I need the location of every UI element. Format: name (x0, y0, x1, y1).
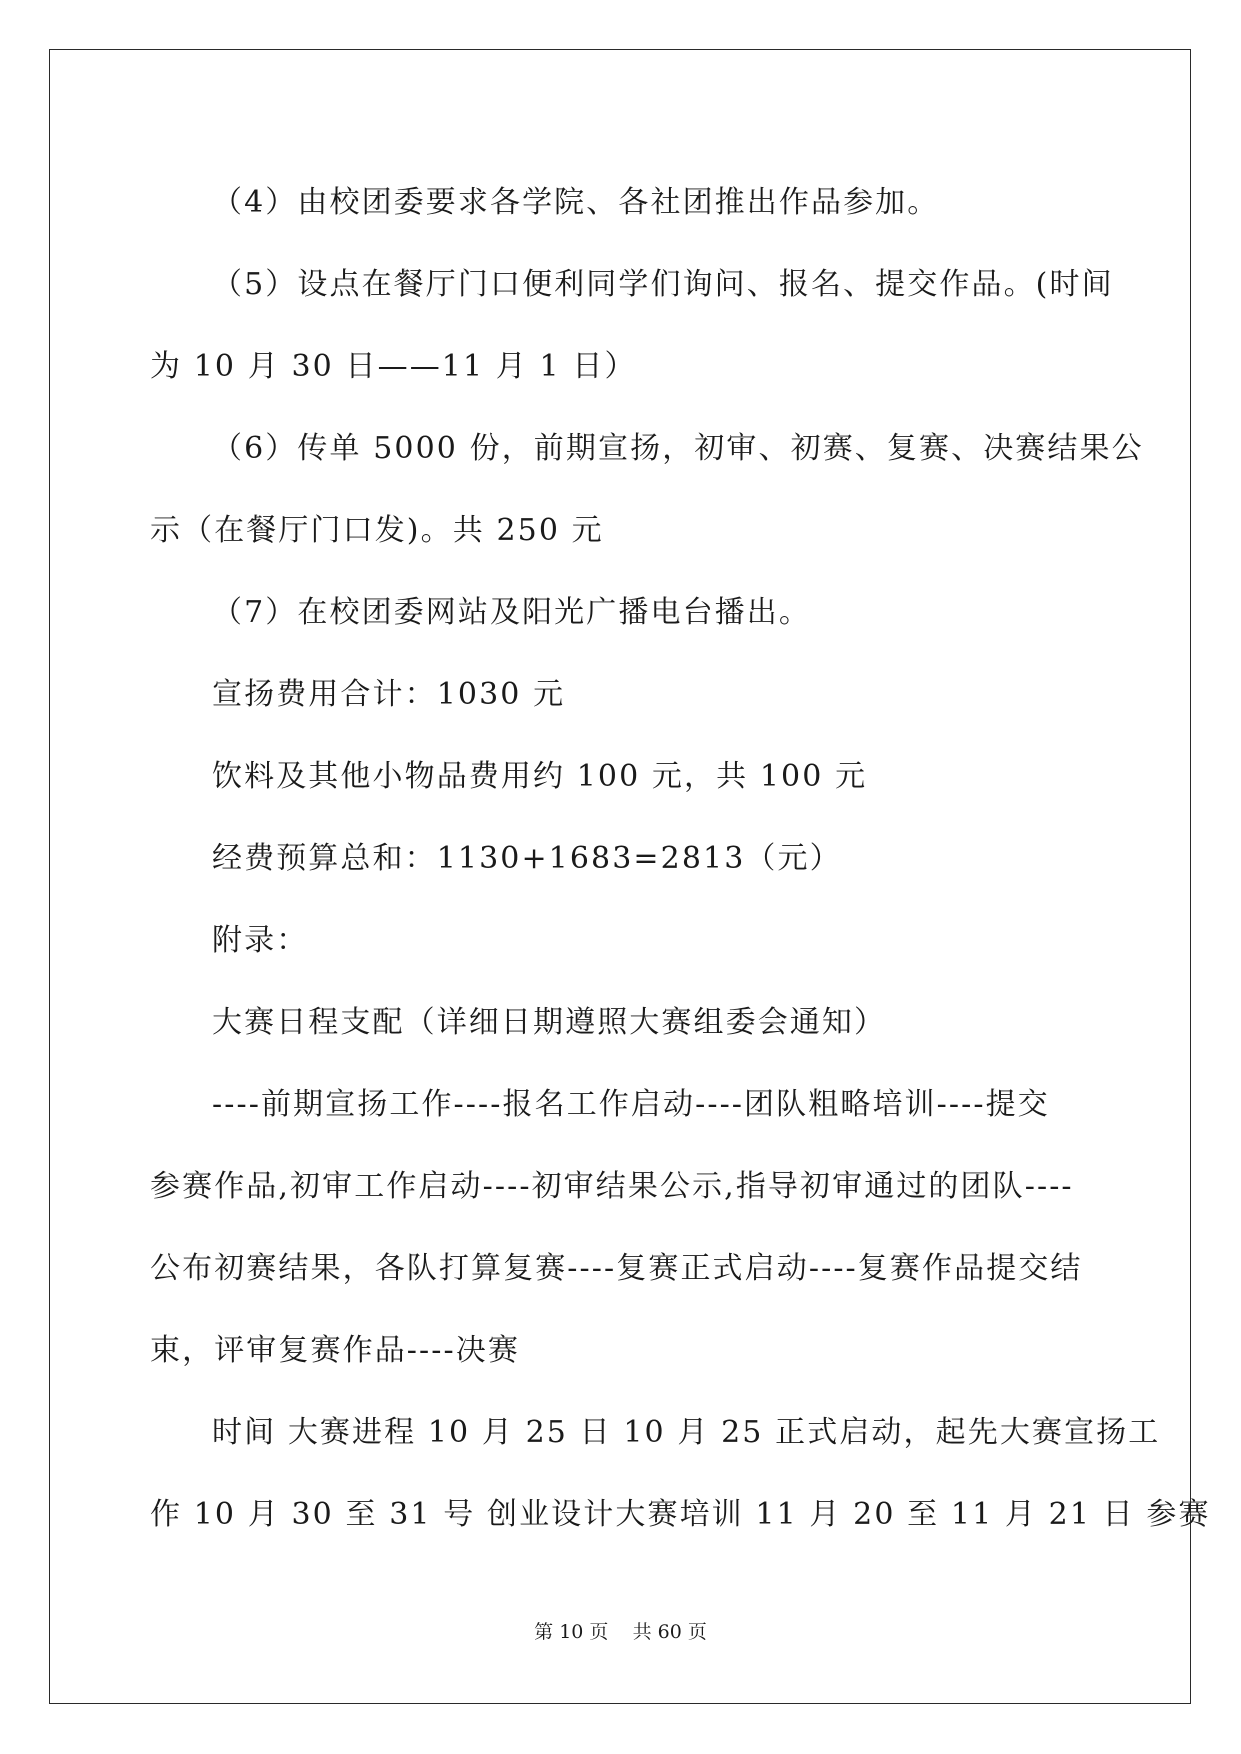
text-line: 大赛日程支配（详细日期遵照大赛组委会通知） (212, 1005, 887, 1040)
document-body (150, 162, 1211, 1556)
text-line: 公布初赛结果，各队打算复赛----复赛正式启动----复赛作品提交结 (150, 1251, 1083, 1286)
text-line: 为 10 月 30 日——11 月 1 日） (150, 349, 637, 384)
text-line: 束，评审复赛作品----决赛 (150, 1333, 520, 1368)
text-line: 附录： (212, 923, 309, 958)
text-line: 饮料及其他小物品费用约 100 元，共 100 元 (212, 759, 868, 794)
text-line: （6）传单 5000 份，前期宣扬，初审、初赛、复赛、决赛结果公 (212, 431, 1144, 466)
text-line: 经费预算总和：1130+1683=2813（元） (212, 841, 842, 876)
text-line: 参赛作品,初审工作启动----初审结果公示,指导初审通过的团队---- (150, 1169, 1074, 1204)
text-line: 宣扬费用合计：1030 元 (212, 677, 566, 712)
text-line: 示（在餐厅门口发)。共 250 元 (150, 513, 604, 548)
page-footer: 第 10 页 共 60 页 (534, 1621, 707, 1643)
text-line: （4）由校团委要求各学院、各社团推出作品参加。 (212, 185, 940, 220)
text-line: （7）在校团委网站及阳光广播电台播出。 (212, 595, 811, 630)
text-line: 作 10 月 30 至 31 号 创业设计大赛培训 11 月 20 至 11 月 21 日 参赛 (150, 1497, 1211, 1532)
text-line: ----前期宣扬工作----报名工作启动----团队粗略培训----提交 (212, 1087, 1050, 1122)
text-line: 时间 大赛进程 10 月 25 日 10 月 25 正式启动，起先大赛宣扬工 (212, 1415, 1161, 1450)
text-line: （5）设点在餐厅门口便利同学们询问、报名、提交作品。(时间 (212, 267, 1114, 302)
